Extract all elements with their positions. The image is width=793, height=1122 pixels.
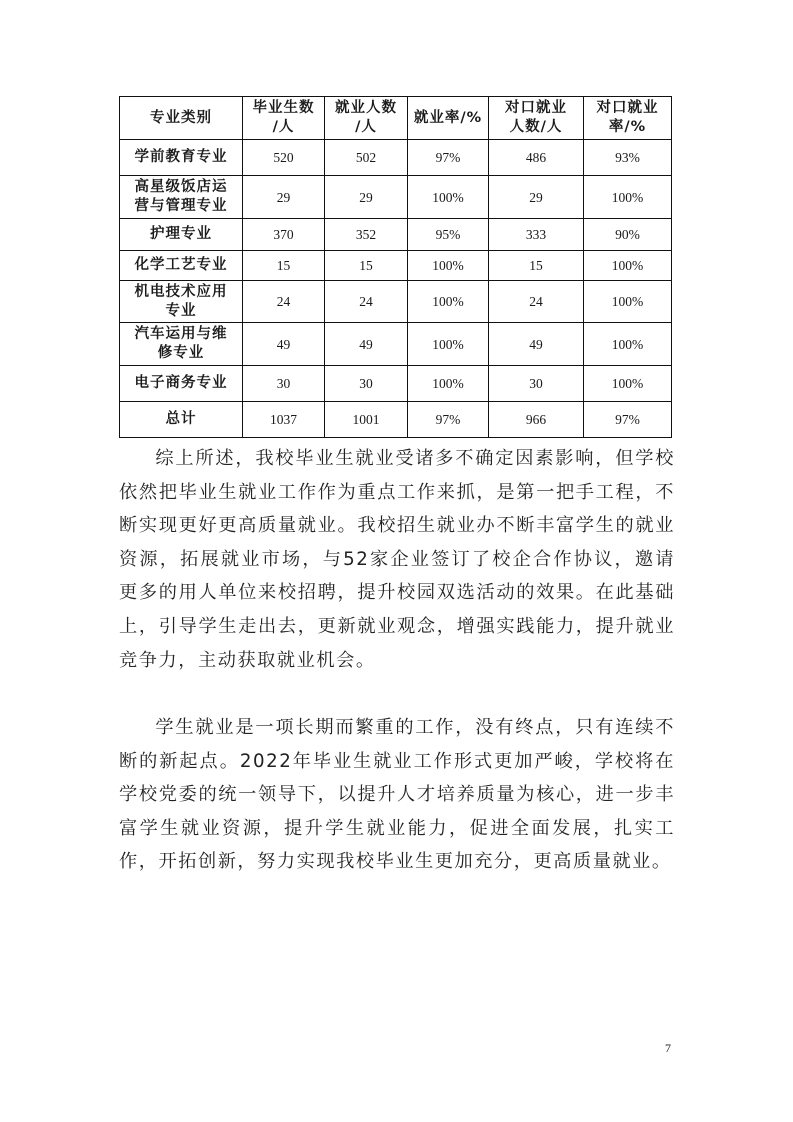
matched-rate-cell: 90% xyxy=(584,219,672,251)
matched-cell: 24 xyxy=(489,281,584,323)
matched-cell: 966 xyxy=(489,402,584,438)
graduates-cell: 24 xyxy=(243,281,325,323)
graduates-cell: 29 xyxy=(243,176,325,219)
employment-table xyxy=(119,96,672,438)
header-matched-rate: 对口就业 率/% xyxy=(584,97,672,140)
graduates-cell: 520 xyxy=(243,140,325,176)
employed-cell: 502 xyxy=(325,140,408,176)
matched-rate-cell: 100% xyxy=(584,251,672,281)
rate-cell: 100% xyxy=(408,323,489,366)
header-matched: 对口就业 人数/人 xyxy=(489,97,584,140)
paragraph-outlook: 学生就业是一项长期而繁重的工作，没有终点，只有连续不断的新起点。2022年毕业生就业工作形式更加严峻，学校将在学校党委的统一领导下，以提升人才培养质量为核心，进一步丰富学生就业资源，提升学生就业能力，促进全面发展，扎实工作，开拓创新，努力实现我校毕业生更加充分，更高质量就业。 xyxy=(119,717,675,873)
table-row xyxy=(120,251,672,281)
table-header-row xyxy=(120,97,672,140)
rate-cell: 95% xyxy=(408,219,489,251)
header-major: 专业类别 xyxy=(120,97,243,140)
employed-cell: 1001 xyxy=(325,402,408,438)
rate-cell: 97% xyxy=(408,402,489,438)
rate-cell: 97% xyxy=(408,140,489,176)
graduates-cell: 15 xyxy=(243,251,325,281)
major-name-cell: 高星级饭店运 营与管理专业 xyxy=(120,176,243,219)
matched-rate-cell: 97% xyxy=(584,402,672,438)
rate-cell: 100% xyxy=(408,366,489,402)
major-name-cell: 汽车运用与维 修专业 xyxy=(120,323,243,366)
employed-cell: 30 xyxy=(325,366,408,402)
major-name-cell: 护理专业 xyxy=(120,219,243,251)
matched-rate-cell: 100% xyxy=(584,323,672,366)
employed-cell: 24 xyxy=(325,281,408,323)
table-row xyxy=(120,366,672,402)
employed-cell: 29 xyxy=(325,176,408,219)
header-graduates: 毕业生数 /人 xyxy=(243,97,325,140)
major-name-cell: 化学工艺专业 xyxy=(120,251,243,281)
paragraph-summary: 综上所述，我校毕业生就业受诸多不确定因素影响，但学校依然把毕业生就业工作作为重点工作来抓，是第一把手工程，不断实现更好更高质量就业。我校招生就业办不断丰富学生的就业资源，拓展就业市场，与52家企业签订了校企合作协议，邀请更多的用人单位来校招聘，提升校园双选活动的效果。在此基础上，引导学生走出去，更新就业观念，增强实践能力，提升就业竞争力，主动获取就业机会。 xyxy=(119,448,675,671)
header-employed: 就业人数 /人 xyxy=(325,97,408,140)
graduates-cell: 370 xyxy=(243,219,325,251)
matched-rate-cell: 100% xyxy=(584,176,672,219)
table-row xyxy=(120,281,672,323)
rate-cell: 100% xyxy=(408,281,489,323)
matched-cell: 15 xyxy=(489,251,584,281)
header-rate: 就业率/% xyxy=(408,97,489,140)
employed-cell: 15 xyxy=(325,251,408,281)
matched-rate-cell: 100% xyxy=(584,281,672,323)
rate-cell: 100% xyxy=(408,176,489,219)
graduates-cell: 30 xyxy=(243,366,325,402)
matched-cell: 49 xyxy=(489,323,584,366)
rate-cell: 100% xyxy=(408,251,489,281)
graduates-cell: 49 xyxy=(243,323,325,366)
table-row xyxy=(120,323,672,366)
table-total-row xyxy=(120,402,672,438)
table-row xyxy=(120,140,672,176)
matched-cell: 486 xyxy=(489,140,584,176)
major-name-cell: 学前教育专业 xyxy=(120,140,243,176)
page-number: 7 xyxy=(665,1041,671,1055)
major-name-cell: 总计 xyxy=(120,402,243,438)
matched-cell: 29 xyxy=(489,176,584,219)
matched-rate-cell: 93% xyxy=(584,140,672,176)
major-name-cell: 电子商务专业 xyxy=(120,366,243,402)
matched-rate-cell: 100% xyxy=(584,366,672,402)
major-name-cell: 机电技术应用 专业 xyxy=(120,281,243,323)
graduates-cell: 1037 xyxy=(243,402,325,438)
table-row xyxy=(120,219,672,251)
table-row xyxy=(120,176,672,219)
employed-cell: 49 xyxy=(325,323,408,366)
matched-cell: 333 xyxy=(489,219,584,251)
matched-cell: 30 xyxy=(489,366,584,402)
employed-cell: 352 xyxy=(325,219,408,251)
